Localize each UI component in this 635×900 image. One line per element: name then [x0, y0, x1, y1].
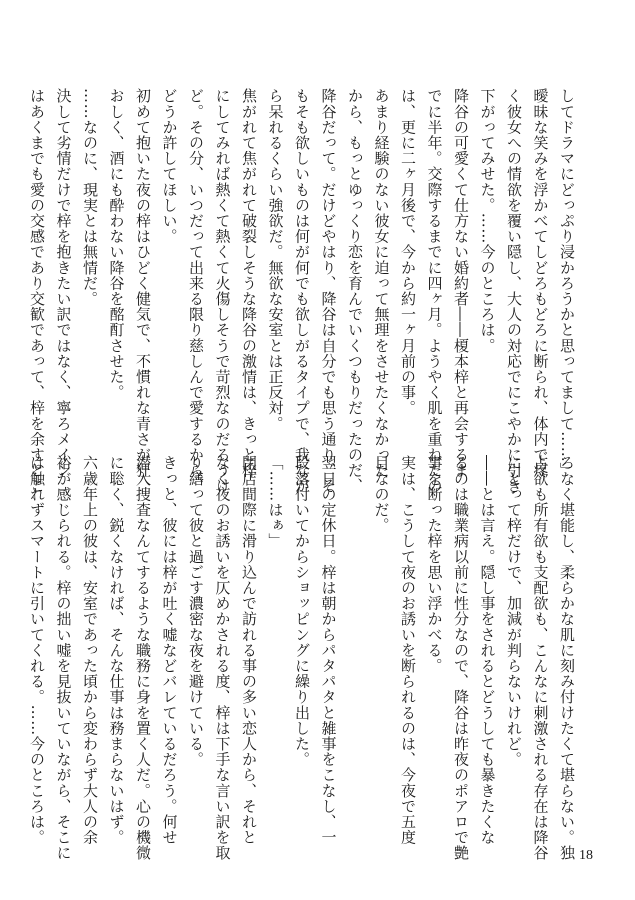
text-line: 焦がれて焦がれて破裂しそうな降谷の激情は、きっと梓: [240, 88, 258, 478]
text-line: く彼女への情欲を覆い隠し、大人の対応でにこやかに引き: [505, 88, 523, 494]
text-line: 事を断った梓を思い浮かべる。: [425, 455, 444, 674]
text-line: 初めて抱いた夜の梓はひどく健気で、不慣れな青さが狂: [134, 88, 152, 478]
text-line: 占欲も所有欲も支配欲も、こんなに刺激される存在は降谷: [531, 455, 550, 861]
text-line: ……なのに、現実とは無情だ。: [81, 88, 99, 307]
text-line: 決して劣情だけで梓を抱きたい訳ではなく、寧ろメイン: [54, 88, 73, 478]
text-line: 裕が感じられる。梓の拙い嘘を見抜いていながら、そこに: [54, 455, 73, 861]
text-line: あまり経験のない彼女に迫って無理をさせたくなかった: [372, 88, 391, 478]
text-line: 降谷だって。だけどやはり、降谷は自分でも思う通り、そ: [319, 88, 338, 494]
text-line: 六歳年上の彼は、安室であった頃から変わらず大人の余: [81, 455, 99, 845]
text-line: は、更に二ヶ月後で、今から約一ヶ月前の事。: [399, 88, 417, 416]
text-line: に聡く、鋭くなければ、そんな仕事は務まらないはず。: [107, 455, 126, 845]
text-line: 閉店間際に滑り込んで訪れる事の多い恋人から、それと: [240, 455, 258, 845]
text-line: 「……はぁ」: [266, 455, 285, 549]
text-line: 実は、こうして夜のお誘いを断られるのは、今夜で五度: [399, 455, 417, 845]
text-line: 潜入捜査なんてするような職務に身を置く人だ。心の機微: [134, 455, 152, 861]
text-line: から、もっとゆっくり恋を育んでいくつもりだったのだ、: [346, 88, 364, 494]
text-line: 目なのだ。: [372, 455, 391, 533]
lower-text-block: [24, 455, 581, 861]
text-line: り繕って彼と過ごす濃密な夜を避けている。: [187, 455, 205, 767]
text-line: はあくまでも愛の交感であり交歓であって、梓を余すとこ: [28, 88, 46, 494]
text-line: なく夜のお誘いを仄めかされる度、梓は下手な言い訳を取: [213, 455, 232, 861]
text-line: ――とは言え。隠し事をされるとどうしても暴きたくな: [478, 455, 497, 845]
text-line: 段落付いてからショッピングに繰り出した。: [293, 455, 311, 767]
text-line: きっと、彼には梓が吐く嘘などバレているだろう。何せ: [160, 455, 179, 845]
text-line: もそも欲しいものは何が何でも欲しがるタイプで、我なが: [293, 88, 311, 494]
text-line: にとって梓だけで、加減が判らないけれど。: [505, 455, 523, 767]
text-line: どうか許してほしい。: [160, 88, 179, 244]
text-line: ろなく堪能し、柔らかな肌に刻み付けたくて堪らない。独: [558, 455, 576, 861]
text-line: おしく、酒にも酔わない降谷を酩酊させた。: [107, 88, 126, 400]
text-line: るのは職業病以前に性分なので、降谷は昨夜のポアロで艶: [452, 455, 470, 861]
text-line: [342, 455, 369, 805]
text-line: でに半年。交際するまでに四ヶ月。ようやく肌を重ねたの: [425, 88, 444, 494]
text-line: にしてみれば熱くて熱くて火傷しそうで苛烈なのだろうけ: [213, 88, 232, 494]
text-line: してドラマにどっぷり浸かろうかと思ってまして……」: [558, 88, 576, 478]
text-line: 曖昧な笑みを浮かべてしどろもどろに断られ、体内で疼: [531, 88, 550, 478]
text-line: 下がってみせた。……今のところは。: [478, 88, 497, 354]
text-line: ど。その分、いつだって出来る限り慈しんで愛するから、: [187, 88, 205, 494]
text-line: 翌日の定休日。梓は朝からパタパタと雑事をこなし、一: [319, 455, 338, 845]
text-line: は触れずスマートに引いてくれる。……今のところは。: [28, 455, 46, 845]
text-line: 降谷の可愛くて仕方ない婚約者――榎本梓と再会するま: [452, 88, 470, 478]
text-line: ら呆れるくらい強欲だ。無欲な安室とは正反対。: [266, 88, 285, 432]
page-number: 18: [579, 848, 593, 863]
